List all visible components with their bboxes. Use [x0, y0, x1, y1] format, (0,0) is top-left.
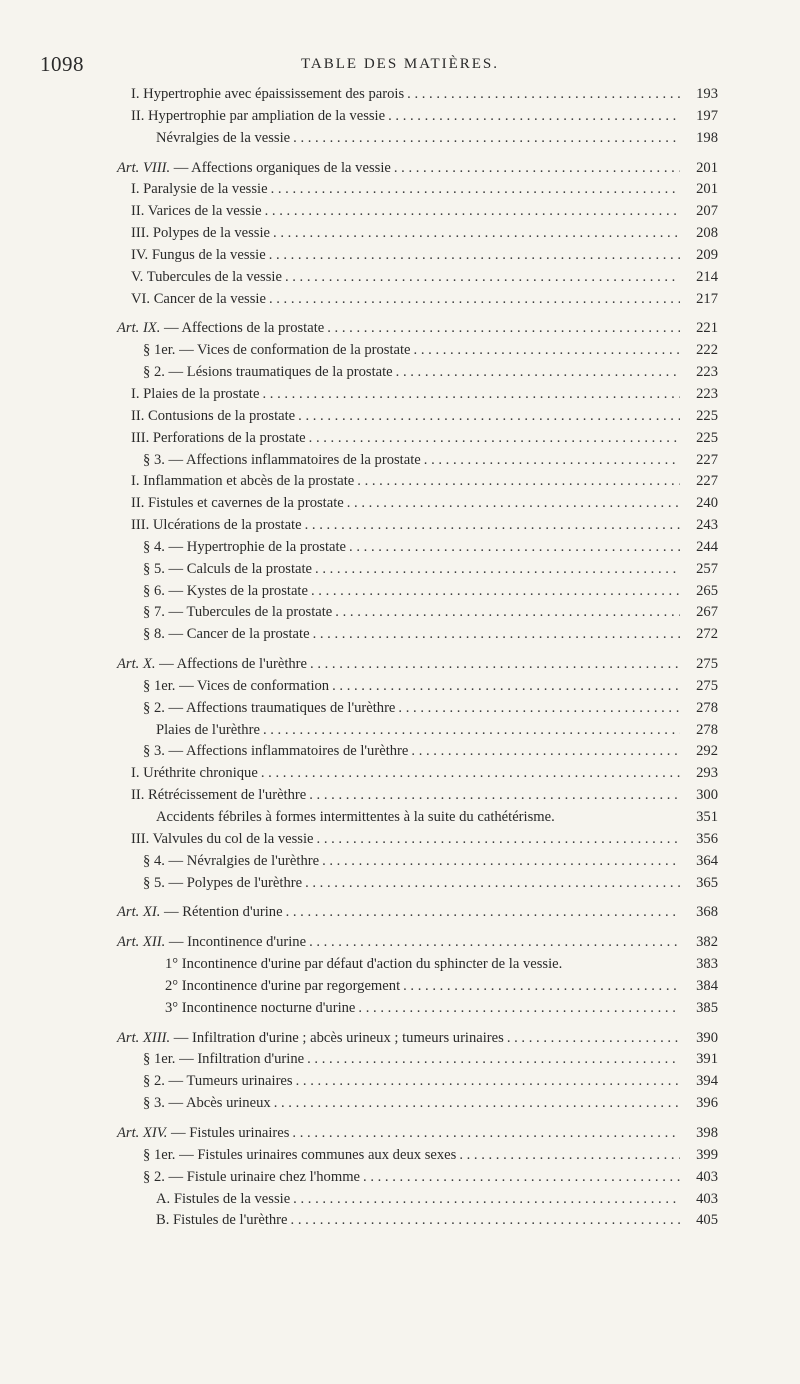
dot-leader	[411, 340, 680, 362]
toc-article-entry	[0, 902, 800, 924]
toc-entry-text: Névralgies de la vessie	[156, 129, 291, 146]
toc-entry-title	[143, 1145, 456, 1167]
dot-leader	[288, 1210, 680, 1232]
toc-page-number: 201	[696, 159, 718, 176]
toc-entry	[0, 128, 800, 150]
toc-page-number: 405	[696, 1212, 718, 1229]
table-of-contents	[0, 84, 800, 1232]
toc-entry-text: § 5. — Polypes de l'urèthre	[143, 874, 303, 891]
toc-page-number: 214	[696, 268, 718, 285]
toc-entry-title	[143, 362, 393, 384]
toc-page-number: 396	[696, 1095, 718, 1112]
toc-entry	[0, 267, 800, 289]
toc-entry-text: II. Hypertrophie par ampliation de la vessie	[131, 107, 386, 124]
toc-entry	[0, 720, 800, 742]
toc-entry-text: II. Contusions de la prostate	[131, 407, 296, 424]
toc-entry-title	[156, 1210, 288, 1232]
toc-entry	[0, 515, 800, 537]
toc-entry-text: § 5. — Calculs de la prostate	[143, 560, 313, 577]
toc-entry-title	[131, 515, 302, 537]
toc-entry-title	[131, 829, 314, 851]
toc-page-number: 257	[696, 560, 718, 577]
toc-article-label: Art. XI.	[117, 904, 161, 921]
toc-entry-title	[131, 471, 354, 493]
toc-entry-text: — Infiltration d'urine ; abcès urineux ; tumeurs urinaires	[170, 1029, 504, 1046]
dot-leader	[344, 493, 680, 515]
toc-entry	[0, 1189, 800, 1211]
dot-leader	[391, 158, 680, 180]
dot-leader	[354, 471, 680, 493]
toc-page-number: 193	[696, 86, 718, 102]
dot-leader	[290, 128, 680, 150]
toc-page-number: 398	[696, 1124, 718, 1141]
dot-leader	[289, 1123, 680, 1145]
toc-entry-title	[156, 807, 555, 829]
toc-page-number: 201	[696, 181, 718, 198]
toc-entry-text: § 2. — Affections traumatiques de l'urèthre	[143, 699, 396, 716]
toc-entry	[0, 245, 800, 267]
toc-entry-text: 3° Incontinence nocturne d'urine	[165, 999, 356, 1016]
dot-leader	[385, 106, 680, 128]
toc-entry	[0, 602, 800, 624]
dot-leader	[283, 902, 680, 924]
toc-entry	[0, 340, 800, 362]
dot-leader	[307, 654, 680, 676]
toc-entry-title	[156, 128, 290, 150]
toc-page-number: 385	[696, 999, 718, 1016]
toc-entry	[0, 829, 800, 851]
dot-leader	[268, 179, 680, 201]
dot-leader	[290, 1189, 680, 1211]
toc-entry-text: VI. Cancer de la vessie	[131, 290, 266, 307]
toc-entry	[0, 201, 800, 223]
toc-entry	[0, 785, 800, 807]
dot-leader	[504, 1028, 680, 1050]
page-number: 1098	[40, 52, 84, 76]
toc-entry-text: B. Fistules de l'urèthre	[156, 1212, 288, 1229]
toc-entry	[0, 106, 800, 128]
toc-entry-title	[156, 1189, 290, 1211]
toc-entry-title	[131, 384, 259, 406]
dot-leader	[260, 720, 680, 742]
toc-article-entry	[0, 1028, 800, 1050]
dot-leader	[306, 932, 680, 954]
toc-entry-text: I. Paralysie de la vessie	[131, 181, 268, 198]
toc-entry	[0, 873, 800, 895]
dot-leader	[355, 998, 680, 1020]
toc-entry-text: IV. Fungus de la vessie	[131, 246, 266, 263]
toc-page-number: 365	[696, 874, 718, 891]
toc-entry-text: § 3. — Affections inflammatoires de l'urèthre	[143, 743, 409, 760]
toc-entry	[0, 406, 800, 428]
toc-entry-text: II. Rétrécissement de l'urèthre	[131, 787, 307, 804]
toc-entry	[0, 179, 800, 201]
toc-entry-text: V. Tubercules de la vessie	[131, 268, 282, 285]
toc-entry-text: 1° Incontinence d'urine par défaut d'action du sphincter de la vessie.	[165, 956, 563, 973]
toc-page-number: 207	[696, 203, 718, 220]
toc-entry-text: II. Fistules et cavernes de la prostate	[131, 495, 344, 512]
toc-page-number: 243	[696, 517, 718, 534]
toc-entry	[0, 998, 800, 1020]
toc-entry-text: § 1er. — Infiltration d'urine	[143, 1051, 305, 1068]
dot-leader	[262, 201, 680, 223]
toc-page-number: 221	[696, 320, 718, 337]
toc-entry-title	[131, 201, 262, 223]
toc-entry-text: Accidents fébriles à formes intermittentes à la suite du cathétérisme.	[156, 809, 555, 825]
toc-entry-text: § 1er. — Vices de conformation de la prostate	[143, 342, 411, 359]
toc-entry-text: § 3. — Abcès urineux	[143, 1095, 271, 1112]
toc-page-number: 394	[696, 1073, 718, 1090]
dot-leader	[302, 515, 680, 537]
toc-entry	[0, 384, 800, 406]
toc-entry	[0, 289, 800, 311]
toc-entry	[0, 559, 800, 581]
toc-entry-text: § 4. — Névralgies de l'urèthre	[143, 852, 320, 869]
toc-page-number: 227	[696, 451, 718, 468]
toc-entry	[0, 1167, 800, 1189]
toc-page-number: 278	[696, 699, 718, 716]
toc-entry-title	[143, 450, 421, 472]
toc-entry	[0, 428, 800, 450]
toc-entry-title	[143, 624, 310, 646]
toc-page-number: 384	[696, 977, 718, 994]
toc-entry-title	[117, 654, 307, 676]
toc-entry-title	[131, 106, 385, 128]
toc-entry	[0, 624, 800, 646]
toc-page-number: 209	[696, 246, 718, 263]
toc-page-number: 222	[696, 342, 718, 359]
toc-entry-title	[131, 428, 306, 450]
dot-leader	[266, 289, 680, 311]
toc-entry-title	[143, 581, 308, 603]
toc-article-entry	[0, 932, 800, 954]
toc-entry-text: 2° Incontinence d'urine par regorgement	[165, 977, 401, 994]
toc-entry-title	[143, 741, 408, 763]
toc-entry	[0, 362, 800, 384]
toc-entry-title	[143, 340, 411, 362]
toc-entry	[0, 763, 800, 785]
toc-page-number: 227	[696, 473, 718, 490]
toc-entry-title	[165, 976, 400, 998]
toc-page-number: 217	[696, 290, 718, 307]
toc-entry-text: — Incontinence d'urine	[165, 934, 307, 951]
toc-entry-text: III. Ulcérations de la prostate	[131, 517, 302, 534]
toc-entry-title	[117, 932, 306, 954]
dot-leader	[332, 602, 680, 624]
toc-page-number: 278	[696, 721, 718, 738]
toc-entry-title	[117, 318, 324, 340]
toc-page-number: 272	[696, 626, 718, 643]
toc-page-number: 300	[696, 787, 718, 804]
toc-page-number: 197	[696, 107, 718, 124]
toc-page-number: 208	[696, 225, 718, 242]
toc-entry-title	[131, 223, 270, 245]
toc-entry-text: II. Varices de la vessie	[131, 203, 262, 220]
dot-leader	[266, 245, 680, 267]
toc-entry-text: § 2. — Fistule urinaire chez l'homme	[143, 1168, 361, 1185]
dot-leader	[346, 537, 680, 559]
toc-entry-title	[131, 179, 268, 201]
toc-entry-text: § 2. — Tumeurs urinaires	[143, 1073, 293, 1090]
toc-entry	[0, 741, 800, 763]
toc-entry-title	[143, 1093, 271, 1115]
toc-entry-title	[143, 1167, 360, 1189]
toc-page-number: 356	[696, 830, 718, 847]
toc-entry-text: — Affections de la prostate	[160, 320, 325, 337]
toc-entry-title	[131, 493, 344, 515]
toc-entry	[0, 537, 800, 559]
toc-entry	[0, 84, 800, 106]
page-header	[40, 52, 760, 82]
toc-entry-title	[156, 720, 260, 742]
toc-entry-text: — Rétention d'urine	[160, 904, 283, 921]
toc-page-number: 240	[696, 495, 718, 512]
toc-page-number: 223	[696, 364, 718, 381]
toc-page-number: 225	[696, 407, 718, 424]
toc-entry-title	[143, 851, 319, 873]
toc-entry-text: § 4. — Hypertrophie de la prostate	[143, 538, 347, 555]
toc-entry	[0, 1071, 800, 1093]
dot-leader	[395, 698, 680, 720]
toc-entry-text: — Affections de l'urèthre	[155, 656, 308, 673]
dot-leader	[293, 1071, 680, 1093]
toc-entry-text: Plaies de l'urèthre	[156, 721, 260, 738]
toc-entry-title	[117, 902, 283, 924]
toc-page-number: 351	[696, 809, 718, 825]
toc-article-label: Art. VIII.	[117, 159, 171, 176]
toc-entry-text: § 3. — Affections inflammatoires de la prostate	[143, 451, 421, 468]
toc-entry-text: § 7. — Tubercules de la prostate	[143, 604, 333, 621]
dot-leader	[304, 1049, 680, 1071]
toc-entry	[0, 807, 800, 829]
toc-entry-title	[131, 267, 282, 289]
dot-leader	[456, 1145, 680, 1167]
dot-leader	[324, 318, 680, 340]
dot-leader	[270, 223, 680, 245]
toc-entry-text: I. Plaies de la prostate	[131, 385, 260, 402]
dot-leader	[421, 450, 680, 472]
toc-entry-text: § 8. — Cancer de la prostate	[143, 626, 310, 643]
toc-entry-text: § 6. — Kystes de la prostate	[143, 582, 308, 599]
toc-entry	[0, 223, 800, 245]
toc-page-number: 198	[696, 129, 718, 146]
dot-leader	[404, 84, 680, 106]
toc-entry-title	[165, 954, 562, 976]
toc-entry-title	[165, 998, 355, 1020]
toc-entry	[0, 976, 800, 998]
toc-entry-title	[143, 676, 329, 698]
dot-leader	[408, 741, 680, 763]
dot-leader	[259, 384, 680, 406]
toc-page-number: 390	[696, 1029, 718, 1046]
dot-leader	[329, 676, 680, 698]
toc-page-number: 403	[696, 1168, 718, 1185]
dot-leader	[306, 785, 680, 807]
toc-entry	[0, 471, 800, 493]
toc-entry	[0, 676, 800, 698]
toc-article-label: Art. XIII.	[117, 1029, 171, 1046]
toc-entry-text: § 1er. — Fistules urinaires communes aux deux sexes	[143, 1146, 457, 1163]
toc-entry-title	[131, 245, 266, 267]
toc-page-number: 244	[696, 538, 718, 555]
toc-page-number: 368	[696, 904, 718, 921]
toc-entry	[0, 851, 800, 873]
toc-entry-text: § 1er. — Vices de conformation	[143, 677, 330, 694]
toc-article-label: Art. IX.	[117, 320, 161, 337]
toc-entry-title	[143, 873, 302, 895]
toc-page-number: 293	[696, 765, 718, 782]
toc-page-number: 383	[696, 956, 718, 973]
toc-entry-title	[117, 158, 391, 180]
toc-article-entry	[0, 1123, 800, 1145]
toc-entry-title	[131, 406, 295, 428]
toc-entry-title	[143, 537, 346, 559]
toc-article-entry	[0, 158, 800, 180]
dot-leader	[310, 624, 680, 646]
toc-page-number: 267	[696, 604, 718, 621]
running-title: TABLE DES MATIÈRES.	[300, 56, 500, 72]
toc-entry-title	[131, 84, 404, 106]
toc-entry-text: — Fistules urinaires	[167, 1124, 290, 1141]
toc-page-number: 292	[696, 743, 718, 760]
dot-leader	[308, 581, 680, 603]
toc-page-number: 275	[696, 677, 718, 694]
dot-leader	[360, 1167, 680, 1189]
toc-page-number: 403	[696, 1190, 718, 1207]
toc-entry-text: § 2. — Lésions traumatiques de la prostate	[143, 364, 393, 381]
toc-entry-text: I. Uréthrite chronique	[131, 765, 258, 782]
toc-page-number: 265	[696, 582, 718, 599]
toc-entry	[0, 1093, 800, 1115]
toc-entry-text: III. Polypes de la vessie	[131, 225, 271, 242]
toc-entry-title	[131, 289, 266, 311]
dot-leader	[295, 406, 680, 428]
toc-page-number: 225	[696, 429, 718, 446]
dot-leader	[314, 829, 680, 851]
toc-entry-text: I. Inflammation et abcès de la prostate	[131, 473, 355, 490]
dot-leader	[282, 267, 680, 289]
toc-entry	[0, 1049, 800, 1071]
toc-entry-text: III. Perforations de la prostate	[131, 429, 306, 446]
toc-entry-text: A. Fistules de la vessie	[156, 1190, 291, 1207]
dot-leader	[400, 976, 680, 998]
dot-leader	[302, 873, 680, 895]
toc-page-number: 275	[696, 656, 718, 673]
dot-leader	[319, 851, 680, 873]
toc-entry-title	[143, 559, 312, 581]
toc-page-number: 391	[696, 1051, 718, 1068]
toc-entry-text: — Affections organiques de la vessie	[170, 159, 391, 176]
toc-page-number: 364	[696, 852, 718, 869]
toc-page-number: 382	[696, 934, 718, 951]
toc-entry-title	[131, 763, 258, 785]
toc-entry-title	[143, 1049, 304, 1071]
toc-article-entry	[0, 318, 800, 340]
toc-entry	[0, 1210, 800, 1232]
toc-article-label: Art. X.	[117, 656, 156, 673]
toc-entry-title	[143, 602, 332, 624]
toc-entry-title	[131, 785, 306, 807]
toc-entry	[0, 698, 800, 720]
toc-article-label: Art. XIV.	[117, 1124, 168, 1141]
toc-entry	[0, 450, 800, 472]
toc-entry	[0, 1145, 800, 1167]
dot-leader	[393, 362, 680, 384]
dot-leader	[258, 763, 680, 785]
toc-entry-text: I. Hypertrophie avec épaississement des parois	[131, 86, 405, 102]
toc-entry-title	[143, 698, 395, 720]
toc-entry-title	[117, 1028, 504, 1050]
dot-leader	[306, 428, 680, 450]
toc-article-label: Art. XII.	[117, 934, 166, 951]
dot-leader	[312, 559, 680, 581]
toc-entry-title	[117, 1123, 289, 1145]
toc-entry	[0, 581, 800, 603]
toc-entry-text: III. Valvules du col de la vessie	[131, 830, 314, 847]
toc-page-number: 223	[696, 385, 718, 402]
toc-page-number: 399	[696, 1146, 718, 1163]
toc-entry	[0, 954, 800, 976]
toc-entry	[0, 493, 800, 515]
dot-leader	[271, 1093, 680, 1115]
toc-article-entry	[0, 654, 800, 676]
toc-entry-title	[143, 1071, 293, 1093]
